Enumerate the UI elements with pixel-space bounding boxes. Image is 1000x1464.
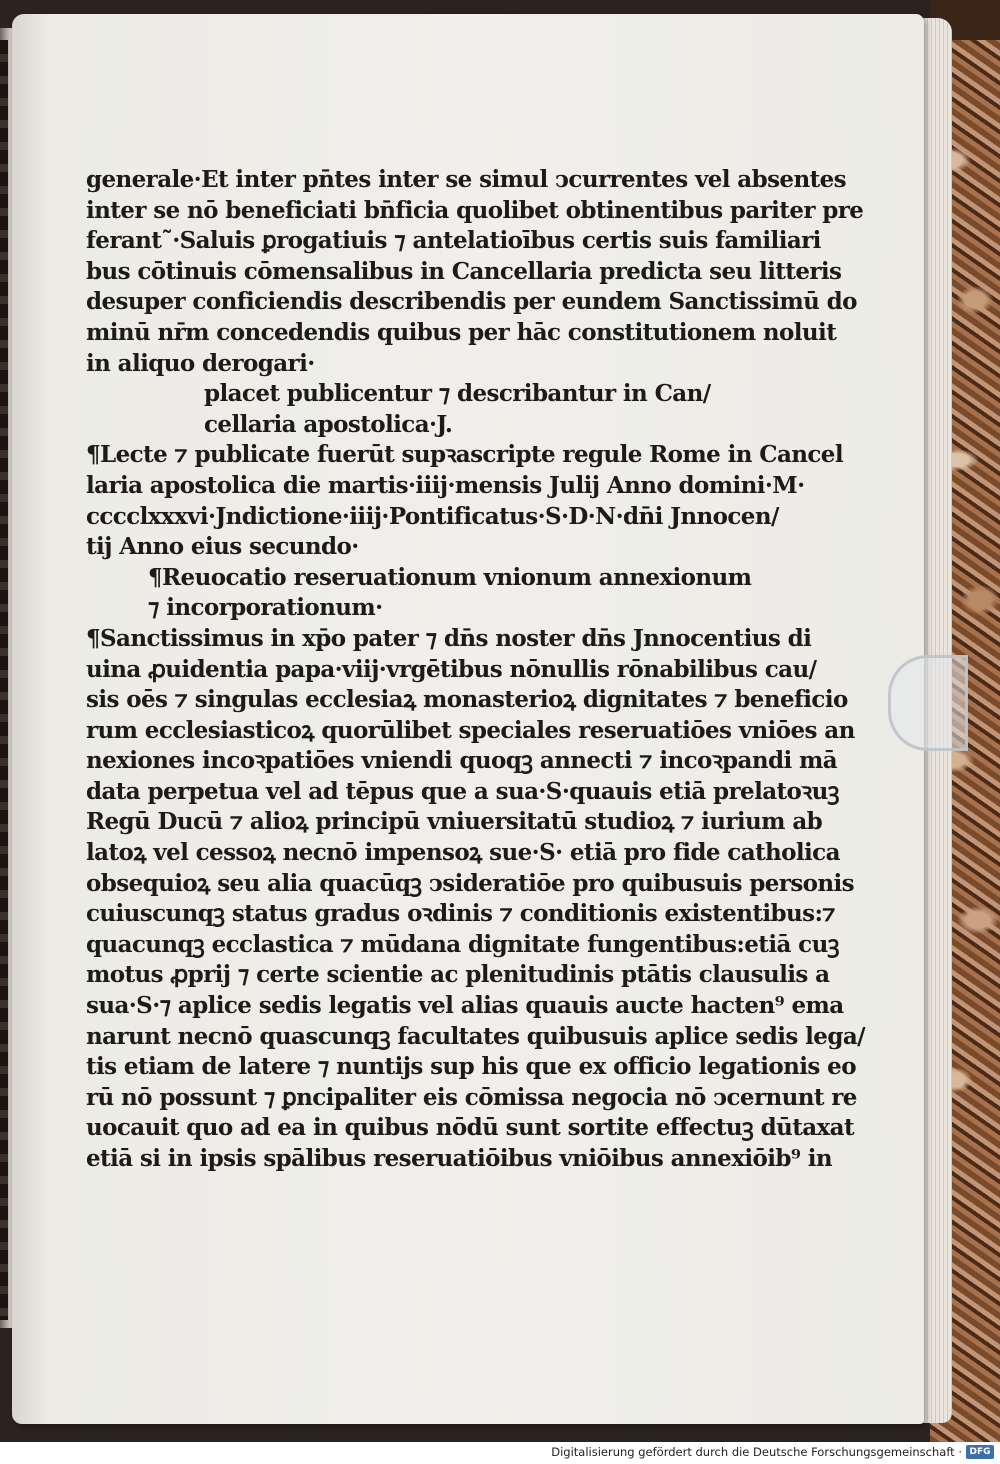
text-line: minū nr̄m concedendis quibus per hāc constitutionem noluit [86,318,837,346]
text-line: nexiones incoꝛpatiōes vniendi quoqꝫ annecti ⁊ incoꝛpandi mā [86,747,838,775]
text-line: quacunqꝫ ecclastica ⁊ mūdana dignitate fungentibus:etiā cuꝫ [86,930,839,958]
text-line: tij Anno eius secundo· [86,533,359,561]
text-line: obsequioꝝ seu alia quacūqꝫ ↄsideratiōe pro quibusuis personis [86,869,855,897]
footer-credit: Digitalisierung gefördert durch die Deutsche Forschungsgemeinschaft · [551,1445,962,1459]
text-line: desuper conficiendis describendis per eundem Sanctissimū do [86,288,857,316]
text-line: rū nō possunt ⁊ ꝑncipaliter eis cōmissa negocia nō ↄcernunt re [86,1083,857,1111]
text-line: latoꝝ vel cessoꝝ necnō impensoꝝ sue·S· etiā pro fide catholica [86,839,840,867]
text-line: placet publicentur ⁊ describantur in Can/ [204,380,711,408]
text-line: motus ꝓprij ⁊ certe scientie ac plenitudinis ptātis clausulis a [86,961,830,989]
text-line: uocauit quo ad ea in quibus nōdū sunt sortite effectuꝫ dūtaxat [86,1114,854,1142]
dfg-logo: DFG [966,1445,994,1459]
text-line: Regū Ducū ⁊ alioꝝ principū vniuersitatū studioꝝ ⁊ iurium ab [86,808,823,836]
text-line: cccclxxxvi·Jndictione·iiij·Pontificatus·S·D·N·dn̄i Jnnocen/ [86,502,779,530]
text-line: cellaria apostolica·J. [204,410,453,438]
text-line: sis oēs ⁊ singulas ecclesiaꝝ monasterioꝝ dignitates ⁊ beneficio [86,686,848,714]
text-line: data perpetua vel ad tēpus que a sua·S·quauis etiā prelatoꝛuꝫ [86,777,839,805]
text-line: sua·S·⁊ aplice sedis legatis vel alias quauis aucte hacten⁹ ema [86,992,844,1020]
text-line: bus cōtinuis cōmensalibus in Cancellaria predicta seu litteris [86,257,842,285]
text-line: tis etiam de latere ⁊ nuntijs sup his que ex officio legationis eo [86,1053,856,1081]
page-text [86,165,865,1175]
text-line: cuiuscunqꝫ status gradus oꝛdinis ⁊ conditionis existentibus:⁊ [86,900,835,928]
text-line: ¶Lecte ⁊ publicate fuerūt supꝛascripte regule Rome in Cancel [86,441,843,469]
text-line: rum ecclesiasticoꝝ quorūlibet speciales reseruatiōes vniōes an [86,716,855,744]
text-line: ¶Sanctissimus in xp̄o pater ⁊ dn̄s noster dn̄s Jnnocentius di [86,624,812,652]
previous-page-text-edge [0,40,8,1320]
text-line: in aliquo derogari· [86,349,315,377]
text-line: ⁊ incorporationum· [148,594,383,622]
text-line: narunt necnō quascunqꝫ facultates quibusuis aplice sedis lega/ [86,1022,865,1050]
text-line: ferant˜·Saluis ꝑrogatiuis ⁊ antelatioībus certis suis familiari [86,227,821,255]
text-line: ¶Reuocatio reseruationum vnionum annexionum [148,563,752,591]
text-line: generale·Et inter pn̄tes inter se simul ↄcurrentes vel absentes [86,166,846,193]
footer-bar [0,1442,1000,1464]
text-line: etiā si in ipsis spālibus reseruatiōibus vniōibus annexiōib⁹ in [86,1145,832,1172]
text-line: inter se nō beneficiati bn̄ficia quolibet obtinentibus pariter pre [86,196,864,224]
text-line: laria apostolica die martis·iiij·mensis Julij Anno domini·M· [86,471,805,499]
text-line: uina ꝓuidentia papa·viij·vrgētibus nōnullis rōnabilibus cau/ [86,655,817,683]
page-clip [888,655,968,751]
